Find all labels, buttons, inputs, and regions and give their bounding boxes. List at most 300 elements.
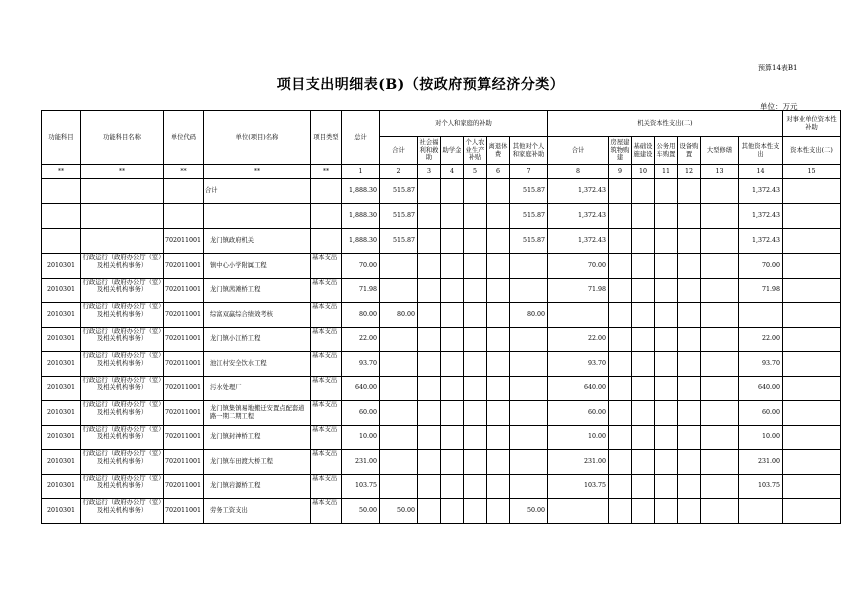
cell-i-capital <box>783 352 841 377</box>
cell-project-type <box>311 474 342 499</box>
cell-p-farm <box>464 425 487 450</box>
cell-c-infra <box>632 474 655 499</box>
index-number: 11 <box>655 165 678 179</box>
cell-func-name-text: 行政运行（政府办公厅（室）及相关机构事务） <box>82 474 162 490</box>
cell-c-total: 60.00 <box>548 401 609 426</box>
cell-p-farm <box>464 229 487 254</box>
cell-func-name-text: 行政运行（政府办公厅（室）及相关机构事务） <box>82 425 162 441</box>
cell-p-other <box>510 254 548 279</box>
cell-c-other <box>739 303 783 328</box>
cell-p-farm <box>464 179 487 204</box>
index-mark: ** <box>311 165 342 179</box>
cell-c-equip <box>678 303 701 328</box>
cell-p-retire <box>487 425 510 450</box>
cell-c-total <box>548 499 609 524</box>
cell-project-type-text: 基本支出 <box>312 499 338 506</box>
cell-total: 50.00 <box>342 499 380 524</box>
cell-p-social <box>418 352 441 377</box>
cell-p-social <box>418 499 441 524</box>
cell-project-type-text <box>312 204 340 226</box>
table-row <box>42 229 841 254</box>
cell-c-vehicle <box>655 425 678 450</box>
cell-p-other: 80.00 <box>510 303 548 328</box>
cell-func-name-text: 行政运行（政府办公厅（室）及相关机构事务） <box>82 450 162 465</box>
cell-func-code <box>42 204 81 229</box>
cell-i-capital <box>783 303 841 328</box>
cell-p-other: 515.87 <box>510 179 548 204</box>
table-row <box>42 179 841 204</box>
index-number: 7 <box>510 165 548 179</box>
header-p-farm: 个人农业生产补贴 <box>464 137 487 165</box>
cell-func-name-text: 行政运行（政府办公厅（室）及相关机构事务） <box>82 278 162 294</box>
cell-func-name-text: 行政运行（政府办公厅（室）及相关机构事务） <box>82 327 162 343</box>
cell-func-code: 2010301 <box>42 474 81 499</box>
cell-total: 60.00 <box>342 401 380 426</box>
cell-c-infra <box>632 499 655 524</box>
cell-p-total: 515.87 <box>380 204 418 229</box>
cell-c-other: 103.75 <box>739 474 783 499</box>
cell-func-name-text: 行政运行（政府办公厅（室）及相关机构事务） <box>82 376 162 392</box>
index-number: 2 <box>380 165 418 179</box>
cell-p-total: 515.87 <box>380 179 418 204</box>
cell-unit-code: 702011001 <box>164 401 204 426</box>
cell-c-infra <box>632 278 655 303</box>
cell-project-type <box>311 352 342 377</box>
cell-c-total: 103.75 <box>548 474 609 499</box>
cell-p-social <box>418 278 441 303</box>
cell-c-equip <box>678 499 701 524</box>
cell-c-building <box>609 450 632 475</box>
cell-p-retire <box>487 450 510 475</box>
header-c-other: 其他资本性支出 <box>739 137 783 165</box>
cell-c-vehicle <box>655 204 678 229</box>
cell-c-equip <box>678 327 701 352</box>
header-unit-code: 单位代码 <box>164 111 204 165</box>
cell-c-total: 1,372.43 <box>548 204 609 229</box>
cell-project-name: 劳务工资支出 <box>204 499 311 524</box>
table-row <box>42 352 841 377</box>
cell-p-other <box>510 401 548 426</box>
cell-project-type-text: 基本支出 <box>312 278 338 286</box>
cell-project-name: 龙门镇封神桥工程 <box>204 425 311 450</box>
cell-p-grant <box>441 352 464 377</box>
cell-p-other: 515.87 <box>510 229 548 254</box>
cell-project-type-text <box>312 179 340 201</box>
index-mark: ** <box>42 165 81 179</box>
cell-c-vehicle <box>655 179 678 204</box>
cell-c-building <box>609 204 632 229</box>
cell-project-type <box>311 450 342 475</box>
cell-total: 71.98 <box>342 278 380 303</box>
cell-c-building <box>609 303 632 328</box>
cell-func-name <box>81 204 164 229</box>
index-number: 3 <box>418 165 441 179</box>
cell-p-total: 80.00 <box>380 303 418 328</box>
index-number: 6 <box>487 165 510 179</box>
header-func-code: 功能科目 <box>42 111 81 165</box>
index-number: 14 <box>739 165 783 179</box>
cell-project-name: 池江村安全饮水工程 <box>204 352 311 377</box>
cell-c-infra <box>632 450 655 475</box>
cell-project-type-text: 基本支出 <box>312 450 338 457</box>
cell-p-grant <box>441 327 464 352</box>
cell-func-name <box>81 474 164 499</box>
cell-c-total: 231.00 <box>548 450 609 475</box>
cell-func-name-text: 行政运行（政府办公厅（室）及相关机构事务） <box>82 352 162 367</box>
cell-c-building <box>609 499 632 524</box>
cell-c-repair <box>701 499 739 524</box>
cell-unit-code <box>164 179 204 204</box>
cell-p-total <box>380 450 418 475</box>
cell-c-repair <box>701 254 739 279</box>
table-row <box>42 204 841 229</box>
cell-c-vehicle <box>655 499 678 524</box>
cell-c-infra <box>632 303 655 328</box>
cell-p-farm <box>464 254 487 279</box>
cell-func-code: 2010301 <box>42 376 81 401</box>
cell-c-other: 71.98 <box>739 278 783 303</box>
cell-p-total <box>380 401 418 426</box>
cell-func-code: 2010301 <box>42 278 81 303</box>
cell-project-type <box>311 499 342 524</box>
cell-p-grant <box>441 278 464 303</box>
cell-c-total: 70.00 <box>548 254 609 279</box>
cell-func-name <box>81 499 164 524</box>
cell-func-name <box>81 229 164 254</box>
cell-project-name: 龙门镇集镇易地搬迁安置点配套道路一期二期工程 <box>204 401 311 426</box>
cell-c-repair <box>701 278 739 303</box>
cell-total: 103.75 <box>342 474 380 499</box>
cell-c-vehicle <box>655 376 678 401</box>
cell-p-retire <box>487 229 510 254</box>
cell-c-vehicle <box>655 327 678 352</box>
cell-total: 10.00 <box>342 425 380 450</box>
cell-unit-code: 702011001 <box>164 278 204 303</box>
cell-func-name <box>81 179 164 204</box>
cell-total: 93.70 <box>342 352 380 377</box>
cell-p-retire <box>487 254 510 279</box>
cell-p-retire <box>487 303 510 328</box>
cell-c-vehicle <box>655 474 678 499</box>
index-number: 12 <box>678 165 701 179</box>
table-row <box>42 376 841 401</box>
cell-i-capital <box>783 179 841 204</box>
cell-func-code <box>42 179 81 204</box>
header-c-infra: 基础设施建设 <box>632 137 655 165</box>
cell-c-infra <box>632 401 655 426</box>
cell-total: 640.00 <box>342 376 380 401</box>
cell-c-other: 70.00 <box>739 254 783 279</box>
index-mark: ** <box>81 165 164 179</box>
index-mark: ** <box>204 165 311 179</box>
header-project-type: 项目类型 <box>311 111 342 165</box>
table-row <box>42 327 841 352</box>
cell-project-name: 合计 <box>204 179 311 204</box>
cell-func-name <box>81 425 164 450</box>
cell-c-equip <box>678 278 701 303</box>
cell-project-type-text <box>312 229 340 251</box>
cell-c-equip <box>678 179 701 204</box>
cell-unit-code: 702011001 <box>164 450 204 475</box>
cell-c-equip <box>678 254 701 279</box>
cell-p-grant <box>441 303 464 328</box>
cell-func-code: 2010301 <box>42 303 81 328</box>
cell-p-total <box>380 278 418 303</box>
cell-p-grant <box>441 254 464 279</box>
cell-p-farm <box>464 450 487 475</box>
cell-i-capital <box>783 450 841 475</box>
cell-p-total <box>380 474 418 499</box>
cell-project-type <box>311 327 342 352</box>
cell-project-type-text: 基本支出 <box>312 376 338 384</box>
cell-p-social <box>418 179 441 204</box>
cell-c-other: 640.00 <box>739 376 783 401</box>
cell-p-total <box>380 425 418 450</box>
cell-func-name-text: 行政运行（政府办公厅（室）及相关机构事务） <box>82 254 162 269</box>
cell-project-type <box>311 179 342 204</box>
unit-label: 单位：万元 <box>760 102 798 111</box>
cell-c-equip <box>678 376 701 401</box>
cell-c-repair <box>701 229 739 254</box>
header-p-total: 合计 <box>380 137 418 165</box>
cell-p-other <box>510 376 548 401</box>
header-c-building: 房屋建筑物购建 <box>609 137 632 165</box>
cell-project-type-text: 基本支出 <box>312 425 338 433</box>
cell-func-code: 2010301 <box>42 254 81 279</box>
cell-project-type <box>311 376 342 401</box>
cell-p-social <box>418 450 441 475</box>
cell-project-type-text: 基本支出 <box>312 327 338 335</box>
cell-project-type-text: 基本支出 <box>312 254 338 261</box>
cell-c-equip <box>678 425 701 450</box>
cell-func-name <box>81 352 164 377</box>
cell-p-total <box>380 376 418 401</box>
cell-p-social <box>418 204 441 229</box>
cell-p-farm <box>464 499 487 524</box>
cell-p-grant <box>441 474 464 499</box>
cell-p-social <box>418 474 441 499</box>
cell-p-social <box>418 376 441 401</box>
cell-c-other: 1,372.43 <box>739 229 783 254</box>
cell-func-name-text <box>82 204 162 226</box>
header-c-total: 合计 <box>548 137 609 165</box>
cell-c-repair <box>701 425 739 450</box>
cell-c-other: 1,372.43 <box>739 179 783 204</box>
cell-c-vehicle <box>655 303 678 328</box>
cell-p-farm <box>464 401 487 426</box>
cell-p-farm <box>464 303 487 328</box>
cell-unit-code: 702011001 <box>164 254 204 279</box>
table-row <box>42 401 841 426</box>
cell-p-retire <box>487 179 510 204</box>
cell-c-equip <box>678 204 701 229</box>
cell-project-type <box>311 204 342 229</box>
cell-p-social <box>418 254 441 279</box>
cell-c-building <box>609 352 632 377</box>
cell-p-farm <box>464 278 487 303</box>
cell-p-grant <box>441 401 464 426</box>
table-row <box>42 278 841 303</box>
cell-c-infra <box>632 376 655 401</box>
cell-i-capital <box>783 425 841 450</box>
header-c-repair: 大型修缮 <box>701 137 739 165</box>
cell-p-retire <box>487 327 510 352</box>
cell-p-farm <box>464 376 487 401</box>
cell-i-capital <box>783 401 841 426</box>
cell-i-capital <box>783 229 841 254</box>
cell-project-type <box>311 425 342 450</box>
cell-c-repair <box>701 352 739 377</box>
table-row <box>42 254 841 279</box>
cell-c-other: 10.00 <box>739 425 783 450</box>
cell-project-name: 镇中心小学附属工程 <box>204 254 311 279</box>
cell-total: 80.00 <box>342 303 380 328</box>
cell-c-building <box>609 278 632 303</box>
cell-c-vehicle <box>655 352 678 377</box>
cell-c-vehicle <box>655 254 678 279</box>
cell-unit-code: 702011001 <box>164 229 204 254</box>
cell-c-other: 60.00 <box>739 401 783 426</box>
cell-c-building <box>609 327 632 352</box>
expenditure-table <box>41 110 841 524</box>
header-i-capital: 资本性支出(二) <box>783 137 841 165</box>
cell-project-name <box>204 204 311 229</box>
cell-c-equip <box>678 450 701 475</box>
cell-func-name <box>81 278 164 303</box>
cell-p-retire <box>487 352 510 377</box>
cell-project-type-text: 基本支出 <box>312 352 338 359</box>
cell-project-type <box>311 254 342 279</box>
cell-p-other <box>510 450 548 475</box>
header-p-retire: 离退休费 <box>487 137 510 165</box>
header-c-vehicle: 公务用车购置 <box>655 137 678 165</box>
index-number: 5 <box>464 165 487 179</box>
cell-c-infra <box>632 179 655 204</box>
page-code: 预算14表B1 <box>758 64 798 72</box>
cell-func-code <box>42 229 81 254</box>
page-title: 项目支出明细表(B)（按政府预算经济分类） <box>276 77 565 93</box>
index-number: 15 <box>783 165 841 179</box>
cell-p-retire <box>487 401 510 426</box>
cell-c-repair <box>701 204 739 229</box>
cell-c-repair <box>701 450 739 475</box>
cell-c-vehicle <box>655 278 678 303</box>
cell-unit-code: 702011001 <box>164 376 204 401</box>
cell-p-other: 515.87 <box>510 204 548 229</box>
cell-i-capital <box>783 474 841 499</box>
cell-p-retire <box>487 376 510 401</box>
cell-c-vehicle <box>655 229 678 254</box>
cell-func-name <box>81 254 164 279</box>
cell-c-total: 71.98 <box>548 278 609 303</box>
header-p-grant: 助学金 <box>441 137 464 165</box>
header-total: 总计 <box>342 111 380 165</box>
cell-p-total <box>380 352 418 377</box>
cell-c-building <box>609 425 632 450</box>
cell-p-other <box>510 474 548 499</box>
cell-func-name <box>81 401 164 426</box>
cell-func-name <box>81 376 164 401</box>
cell-p-retire <box>487 474 510 499</box>
index-number: 1 <box>342 165 380 179</box>
header-c-equip: 设备购置 <box>678 137 701 165</box>
cell-c-equip <box>678 474 701 499</box>
cell-p-total: 50.00 <box>380 499 418 524</box>
cell-c-building <box>609 254 632 279</box>
cell-p-social <box>418 425 441 450</box>
cell-c-repair <box>701 376 739 401</box>
cell-total: 22.00 <box>342 327 380 352</box>
cell-func-code: 2010301 <box>42 450 81 475</box>
index-number: 13 <box>701 165 739 179</box>
cell-p-retire <box>487 204 510 229</box>
cell-c-total: 93.70 <box>548 352 609 377</box>
cell-unit-code: 702011001 <box>164 499 204 524</box>
cell-p-retire <box>487 499 510 524</box>
cell-project-type <box>311 401 342 426</box>
cell-c-repair <box>701 474 739 499</box>
cell-total: 1,888.30 <box>342 229 380 254</box>
cell-c-other: 231.00 <box>739 450 783 475</box>
cell-unit-code: 702011001 <box>164 425 204 450</box>
cell-project-type <box>311 278 342 303</box>
cell-func-code: 2010301 <box>42 425 81 450</box>
cell-p-farm <box>464 352 487 377</box>
cell-func-code: 2010301 <box>42 499 81 524</box>
header-institution-capital: 对事业单位资本性补助 <box>783 111 841 137</box>
cell-c-building <box>609 401 632 426</box>
cell-c-infra <box>632 254 655 279</box>
cell-c-other: 1,372.43 <box>739 204 783 229</box>
cell-c-other <box>739 499 783 524</box>
cell-c-equip <box>678 229 701 254</box>
cell-p-grant <box>441 499 464 524</box>
table-row <box>42 425 841 450</box>
cell-c-infra <box>632 229 655 254</box>
cell-p-farm <box>464 327 487 352</box>
cell-project-name: 污水处理厂 <box>204 376 311 401</box>
cell-p-grant <box>441 179 464 204</box>
cell-c-total: 10.00 <box>548 425 609 450</box>
cell-total: 70.00 <box>342 254 380 279</box>
cell-p-total <box>380 254 418 279</box>
header-project-name: 单位(项目)名称 <box>204 111 311 165</box>
cell-project-type-text: 基本支出 <box>312 401 338 408</box>
cell-p-grant <box>441 450 464 475</box>
cell-c-building <box>609 229 632 254</box>
cell-p-total: 515.87 <box>380 229 418 254</box>
cell-c-building <box>609 474 632 499</box>
cell-func-code: 2010301 <box>42 401 81 426</box>
cell-c-total: 640.00 <box>548 376 609 401</box>
cell-p-farm <box>464 204 487 229</box>
cell-p-retire <box>487 278 510 303</box>
cell-c-repair <box>701 327 739 352</box>
cell-unit-code: 702011001 <box>164 303 204 328</box>
header-p-social: 社会福利和救助 <box>418 137 441 165</box>
table-row <box>42 499 841 524</box>
cell-total: 1,888.30 <box>342 204 380 229</box>
header-func-name: 功能科目名称 <box>81 111 164 165</box>
cell-p-farm <box>464 474 487 499</box>
cell-p-other <box>510 327 548 352</box>
cell-p-grant <box>441 425 464 450</box>
table-row <box>42 474 841 499</box>
cell-func-name <box>81 327 164 352</box>
cell-c-total: 1,372.43 <box>548 179 609 204</box>
cell-i-capital <box>783 376 841 401</box>
cell-c-total <box>548 303 609 328</box>
